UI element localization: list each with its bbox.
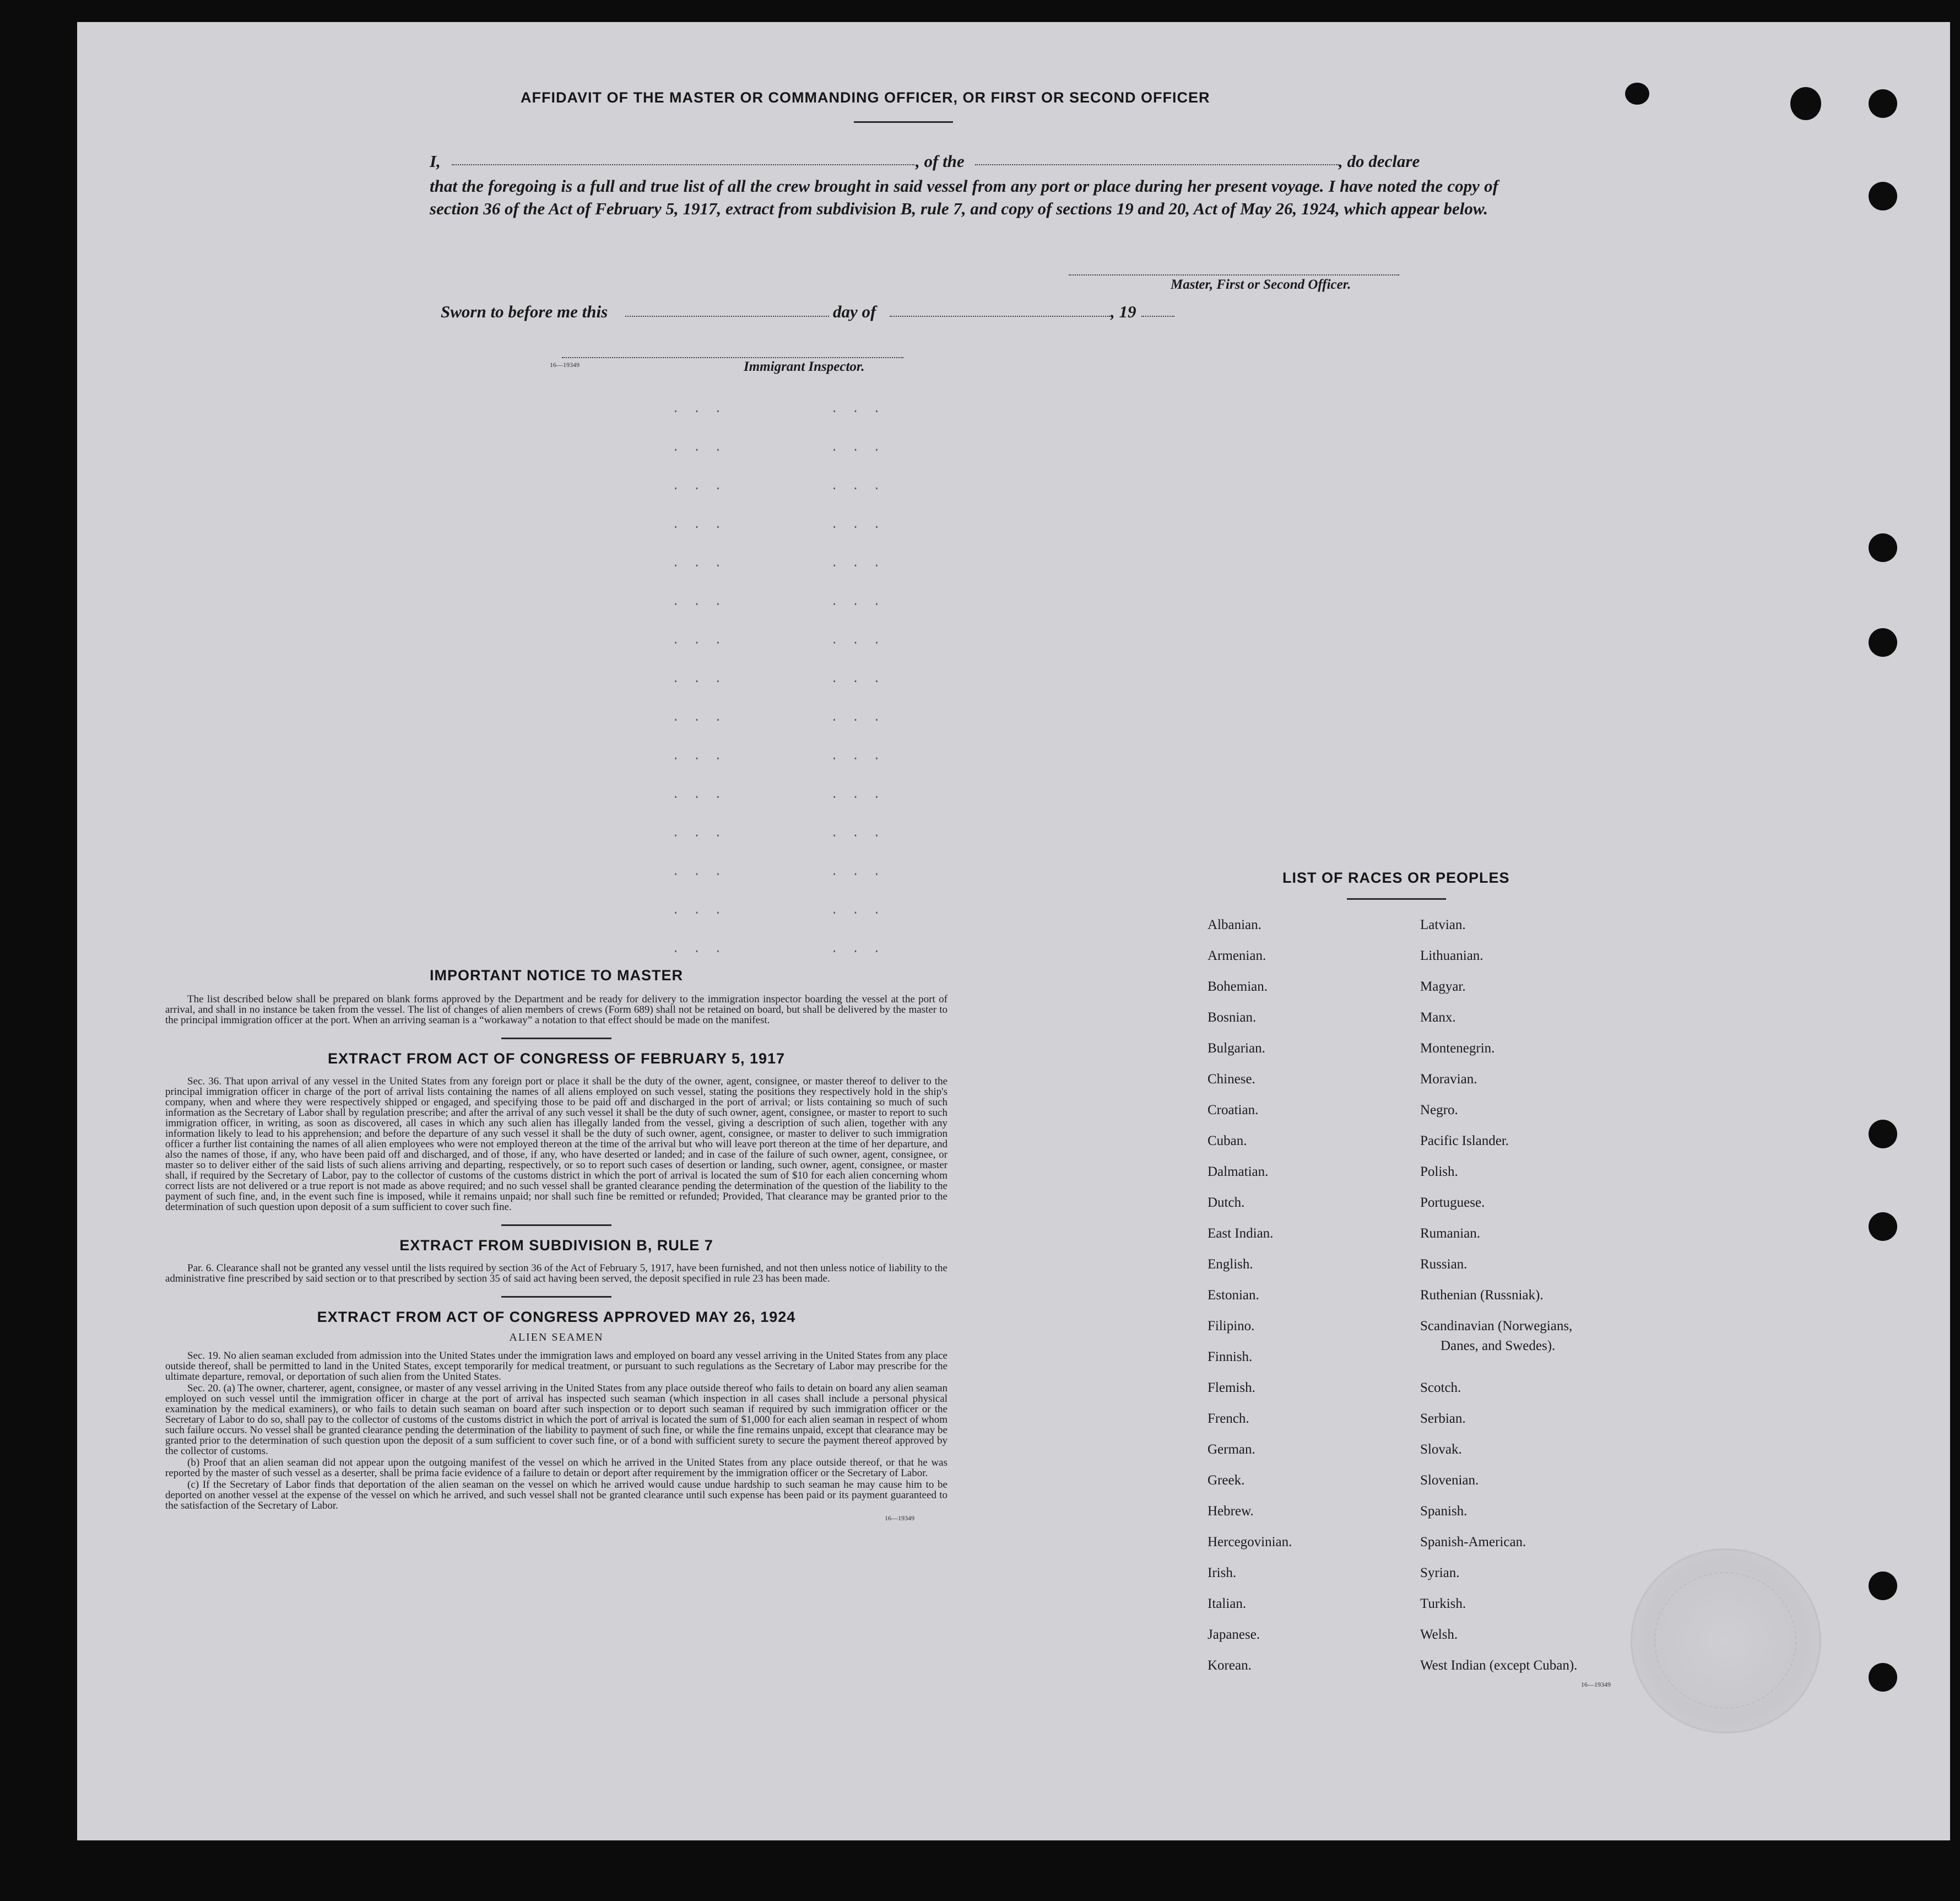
race-left-item: German.: [1208, 1442, 1255, 1457]
race-left-item: English.: [1208, 1257, 1253, 1272]
punch-hole: [1625, 83, 1649, 105]
race-right-item: Magyar.: [1420, 979, 1466, 994]
punch-hole: [1869, 1212, 1897, 1241]
race-right-item: Ruthenian (Russniak).: [1420, 1288, 1544, 1303]
race-left-item: Cuban.: [1208, 1133, 1247, 1148]
declaration-body: that the foregoing is a full and true list of all the crew brought in said vessel from any port or place during her present voyage. I have noted the copy of section 36 of the Act of February 5, 1917, extract from subdivision B, rule 7, and copy of sections 19 and 20, Act of May 26, 1924, which appear below.: [430, 176, 1498, 218]
sec19-text: Sec. 19. No alien seaman excluded from admission into the United States under the immigration laws and employed on board any vessel arriving in the United States from any place outside thereof, shall be permitted to land in the United States, except temporarily for medical treatment, or pursuant to such regulations as the Secretary of Labor may prescribe for the ultimate departure, removal, or deportation of such alien from the United States.: [165, 1350, 947, 1382]
bleed-through-marks: . . . . . .: [672, 634, 884, 647]
race-left-item: Greek.: [1208, 1473, 1245, 1488]
punch-hole: [1869, 628, 1897, 657]
race-left-item: Dutch.: [1208, 1195, 1245, 1210]
race-right-item: Negro.: [1420, 1103, 1458, 1117]
punch-hole: [1869, 533, 1897, 562]
inspector-signature-field[interactable]: [562, 357, 903, 358]
punch-hole: [1869, 1120, 1897, 1148]
punch-hole: [1869, 89, 1897, 118]
declaration-line-end: , do declare: [1339, 152, 1420, 171]
inspector-label: Immigrant Inspector.: [744, 359, 865, 374]
officer-signature-label: Master, First or Second Officer.: [1171, 277, 1351, 292]
race-left-item: Armenian.: [1208, 948, 1266, 963]
race-right-item: Portuguese.: [1420, 1195, 1485, 1210]
bleed-through-marks: . . . . . .: [672, 942, 884, 956]
divider: [501, 1224, 611, 1226]
notice-text: The list described below shall be prepared on blank forms approved by the Department and be ready for delivery to the immigration inspector boarding the vessel at the port of arrival, and shall in no instance be taken from the vessel. The list of changes of alien members of crews (Form 689) shall not be retained on board, but shall be delivered by the master to the principal immigration officer at the port. When an arriving seaman is a “workaway” a notation to that effect should be made on the manifest.: [165, 993, 947, 1026]
document-page: [77, 22, 1950, 1840]
race-left-item: Chinese.: [1208, 1072, 1255, 1087]
race-left-item: Flemish.: [1208, 1380, 1255, 1395]
race-left-item: Filipino.: [1208, 1319, 1255, 1333]
notices-column: [165, 967, 947, 1522]
race-right-item: Slovenian.: [1420, 1473, 1479, 1488]
bleed-through-marks: . . . . . .: [672, 557, 884, 570]
race-right-item: Scotch.: [1420, 1380, 1461, 1395]
bleed-through-marks: . . . . . .: [672, 749, 884, 763]
race-right-item: Slovak.: [1420, 1442, 1462, 1457]
declarant-name-field[interactable]: [452, 164, 914, 165]
declaration-line-start: I,: [430, 152, 441, 171]
bleed-through-marks: . . . . . .: [672, 595, 884, 609]
race-right-item: Moravian.: [1420, 1072, 1477, 1087]
race-right-item: Turkish.: [1420, 1596, 1466, 1611]
extract-1917-text: Sec. 36. That upon arrival of any vessel in the United States from any foreign port or place it shall be the duty of the owner, agent, consignee, or master thereof to deliver to the principal immigration officer in charge of the port of arrival lists containing the names of all aliens employed on such vessel, stating the positions they respectively hold in the ship's company, when and where they were respectively shipped or engaged, and specifying those to be paid off and discharged in the port of arrival; or lists containing so much of such information as the Secretary of Labor shall by regulation prescribe; and after the arrival of any such vessel it shall be the duty of such owner, agent, consignee, or master to report to such immigration officer, in writing, as soon as discovered, all cases in which any such alien has illegally landed from the vessel, giving a description of such alien, together with any information likely to lead to his apprehension; and before the departure of any such vessel it shall be the duty of such owner, agent, consignee, or master to deliver to such immigration officer a further list containing the names of all alien employees who were not employed thereon at the time of the arrival but who will leave port thereon at the time of her departure, and also the names of those, if any, who have been paid off and discharged, and of those, if any, who have deserted or landed; and in case of the failure of such owner, agent, consignee, or master so to deliver either of the said lists of such aliens arriving and departing, respectively, or so to report such cases of desertion or landing, such owner, agent, consignee, or master shall, if required by the Secretary of Labor, pay to the collector of customs of the customs district in which the port of arrival is located the sum of $10 for each alien concerning whom correct lists are not delivered or a true report is not made as above required; and no such vessel shall be granted clearance pending the determination of the question of the liability to the payment of such fine, and, in the event such fine is imposed, while it remains unpaid; nor shall such fine be remitted or refunded; Provided, That clearance may be granted prior to the determination of such question upon deposit of a sum sufficient to cover such fine.: [165, 1076, 947, 1213]
race-right-item: Russian.: [1420, 1257, 1468, 1272]
race-right-item: Scandinavian (Norwegians,: [1420, 1319, 1573, 1333]
bleed-through-marks: . . . . . .: [672, 788, 884, 802]
form-number: 16—19349: [550, 361, 580, 369]
extract-1924-title: EXTRACT FROM ACT OF CONGRESS APPROVED MAY 26, 1924: [317, 1309, 796, 1325]
race-left-item: French.: [1208, 1411, 1249, 1426]
form-number: 16—19349: [885, 1514, 914, 1522]
bleed-through-marks: . . . . . .: [672, 711, 884, 725]
divider: [854, 121, 953, 123]
punch-hole: [1869, 1663, 1897, 1692]
race-right-item: Spanish.: [1420, 1504, 1468, 1519]
year-prefix: , 19: [1111, 302, 1136, 321]
bleed-through-marks: . . . . . .: [672, 672, 884, 686]
rule7-text: Par. 6. Clearance shall not be granted any vessel until the lists required by section 36 of the Act of February 5, 1917, have been furnished, and not then unless notice of liability to the administrative fine prescribed by said section or to that prescribed by section 35 of said act having been served, the deposit specified in rule 23 has been made.: [165, 1262, 947, 1284]
form-number: 16—19349: [1581, 1681, 1611, 1688]
bleed-through-marks: . . . . . .: [672, 479, 884, 493]
race-left-item: Finnish.: [1208, 1349, 1253, 1364]
vessel-name-field[interactable]: [975, 164, 1339, 165]
divider: [501, 1296, 611, 1298]
bleed-through-marks: . . . . . .: [672, 904, 884, 917]
race-left-item: Hercegovinian.: [1208, 1535, 1292, 1549]
sworn-label: Sworn to before me this: [441, 302, 608, 321]
divider: [501, 1038, 611, 1039]
embossed-seal: [1631, 1548, 1821, 1733]
race-left-item: Irish.: [1208, 1565, 1237, 1580]
race-right-item: Serbian.: [1420, 1411, 1466, 1426]
race-right-item: Welsh.: [1420, 1627, 1458, 1642]
race-right-item: Rumanian.: [1420, 1226, 1481, 1241]
sworn-year-field[interactable]: [1141, 316, 1174, 317]
sec20a-text: Sec. 20. (a) The owner, charterer, agent, consignee, or master of any vessel arriving in the United States from any place outside thereof who fails to detain on board any alien seaman employed on such vessel until the immigration officer in charge at the port of arrival has inspected such seaman (which inspection in all cases shall include a personal physical examination by the medical examiners), or who fails to detain such seaman on board after such inspection or to deport such seaman if required by such immigration officer or the Secretary of Labor to do so, shall pay to the collector of customs of the customs district in which the port of arrival is located the sum of $1,000 for each alien seaman in respect of whom such failure occurs. No vessel shall be granted clearance pending the determination of the liability to payment of such fine, or while the fine remains unpaid, except that clearance may be granted prior to the determination of such question upon the deposit of a sum sufficient to cover such fine, or of a bond with sufficient surety to secure the payment thereof approved by the collector of customs.: [165, 1382, 947, 1457]
bleed-through-marks: . . . . . .: [672, 865, 884, 879]
race-right-item: Danes, and Swedes).: [1441, 1338, 1556, 1353]
punch-hole: [1869, 1571, 1897, 1600]
race-left-item: Korean.: [1208, 1658, 1252, 1673]
punch-hole: [1869, 182, 1897, 210]
notice-title: IMPORTANT NOTICE TO MASTER: [430, 967, 683, 984]
rule7-title: EXTRACT FROM SUBDIVISION B, RULE 7: [399, 1237, 713, 1254]
race-left-item: Bohemian.: [1208, 979, 1268, 994]
race-right-item: West Indian (except Cuban).: [1420, 1658, 1578, 1673]
race-right-item: Syrian.: [1420, 1565, 1460, 1580]
bleed-through-marks: . . . . . .: [672, 441, 884, 455]
race-left-item: East Indian.: [1208, 1226, 1274, 1241]
race-left-item: Estonian.: [1208, 1288, 1259, 1303]
bleed-through-marks: . . . . . .: [672, 518, 884, 532]
race-right-item: Manx.: [1420, 1010, 1456, 1025]
race-left-item: Italian.: [1208, 1596, 1247, 1611]
officer-signature-field[interactable]: [1069, 274, 1399, 276]
race-right-item: Polish.: [1420, 1164, 1458, 1179]
day-of-label: day of: [833, 302, 876, 321]
race-left-item: Croatian.: [1208, 1103, 1259, 1117]
race-right-item: Pacific Islander.: [1420, 1133, 1509, 1148]
race-left-item: Japanese.: [1208, 1627, 1260, 1642]
bleed-through-marks: . . . . . .: [672, 827, 884, 840]
race-right-item: Lithuanian.: [1420, 948, 1483, 963]
affidavit-title: AFFIDAVIT OF THE MASTER OR COMMANDING OFFICER, OR FIRST OR SECOND OFFICER: [521, 89, 1210, 106]
race-right-item: Spanish-American.: [1420, 1535, 1526, 1549]
divider: [1347, 898, 1446, 900]
race-left-item: Bosnian.: [1208, 1010, 1257, 1025]
sworn-month-field[interactable]: [890, 316, 1110, 317]
race-left-item: Dalmatian.: [1208, 1164, 1269, 1179]
race-left-item: Bulgarian.: [1208, 1041, 1265, 1056]
race-right-item: Montenegrin.: [1420, 1041, 1495, 1056]
punch-hole: [1790, 87, 1821, 120]
race-left-item: Hebrew.: [1208, 1504, 1254, 1519]
race-right-item: Latvian.: [1420, 917, 1466, 932]
sec20b-text: (b) Proof that an alien seaman did not appear upon the outgoing manifest of the vessel on which he arrived in the United States from any place outside thereof, or that he was reported by the master of such vessel as a deserter, shall be prima facie evidence of a failure to detain or deport after requirement by the immigration officer or the Secretary of Labor.: [165, 1457, 947, 1479]
race-left-item: Albanian.: [1208, 917, 1261, 932]
sec20c-text: (c) If the Secretary of Labor finds that deportation of the alien seaman on the vessel on which he arrived would cause undue hardship to such seaman he may cause him to be deported on another vessel at the expense of the vessel on which he arrived, and such vessel shall not be granted clearance until such expense has been paid or its payment guaranteed to the satisfaction of the Secretary of Labor.: [165, 1479, 947, 1511]
declaration-line-mid: , of the: [916, 152, 965, 171]
extract-1917-title: EXTRACT FROM ACT OF CONGRESS OF FEBRUARY 5, 1917: [327, 1050, 786, 1067]
alien-seamen-subtitle: ALIEN SEAMEN: [509, 1331, 604, 1343]
bleed-through-marks: . . . . . .: [672, 402, 884, 416]
races-title: LIST OF RACES OR PEOPLES: [1282, 870, 1510, 886]
sworn-day-field[interactable]: [625, 316, 829, 317]
